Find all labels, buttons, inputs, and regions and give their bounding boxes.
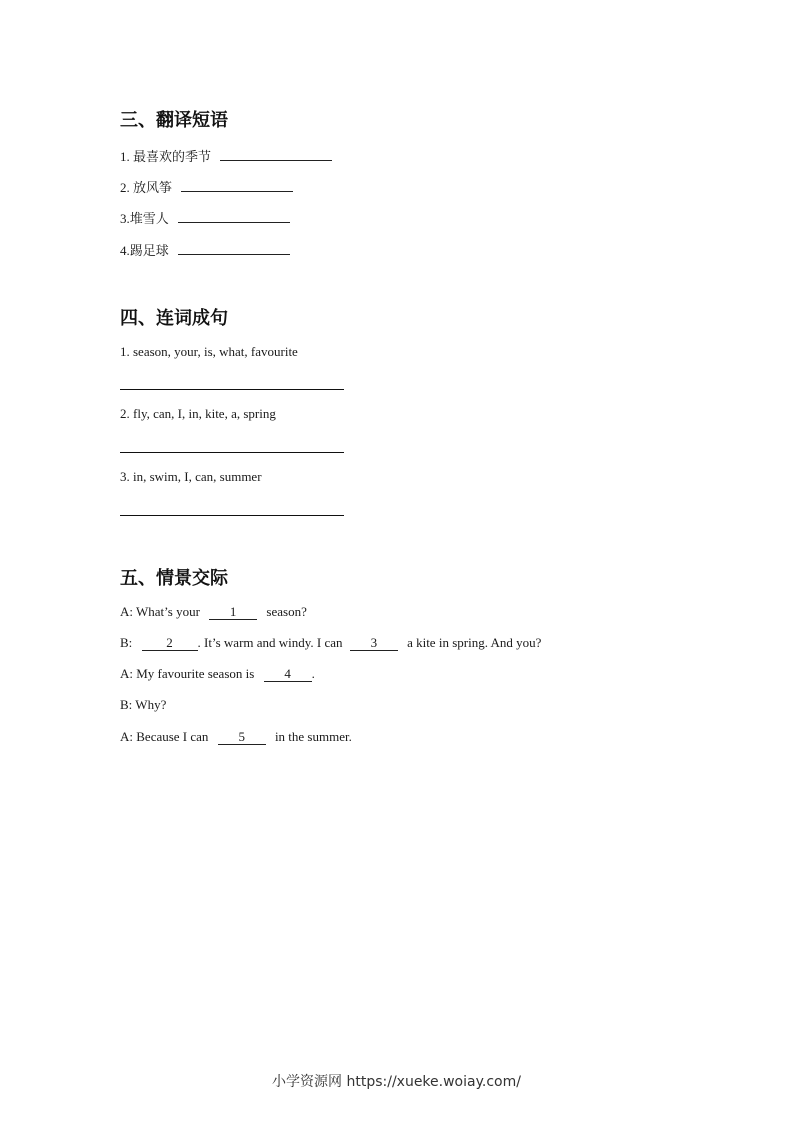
translate-item-2 [120, 177, 293, 196]
blank-5[interactable]: 5 [218, 730, 266, 745]
dialogue-text: season? [266, 604, 307, 619]
dialogue-text: B: Why? [120, 697, 167, 712]
blank-1[interactable]: 1 [209, 605, 257, 620]
answer-blank[interactable] [178, 222, 290, 223]
translate-item-text: 3.堆雪人 [120, 211, 169, 226]
answer-blank[interactable] [181, 191, 293, 192]
dialogue-text: B: [120, 635, 133, 650]
answer-blank[interactable] [220, 160, 332, 161]
answer-line[interactable] [120, 389, 344, 390]
dialogue-line-5 [120, 729, 352, 745]
reorder-item-3: 3. in, swim, I, can, summer [120, 469, 262, 484]
dialogue-text: in the summer. [274, 729, 352, 744]
dialogue-text: A: What’s your [120, 604, 200, 619]
translate-item-1 [120, 146, 332, 165]
reorder-item-2: 2. fly, can, I, in, kite, a, spring [120, 406, 276, 421]
footer-source: 小学资源网 https://xueke.woiay.com/ [272, 1074, 521, 1090]
section4-heading: 四、连词成句 [120, 308, 228, 329]
translate-item-text: 4.踢足球 [120, 243, 169, 258]
blank-2[interactable]: 2 [142, 636, 198, 651]
answer-blank[interactable] [178, 254, 290, 255]
translate-item-text: 2. 放风筝 [120, 180, 173, 195]
translate-item-4 [120, 240, 290, 259]
dialogue-line-4 [120, 697, 166, 713]
blank-3[interactable]: 3 [350, 636, 398, 651]
section5-heading: 五、情景交际 [120, 568, 228, 589]
answer-line[interactable] [120, 515, 344, 516]
section3-heading: 三、翻译短语 [120, 110, 228, 131]
dialogue-text: A: My favourite season is [120, 666, 255, 681]
dialogue-line-2 [120, 635, 541, 651]
dialogue-line-3 [120, 666, 315, 682]
dialogue-text: . It’s warm and windy. I can [197, 635, 343, 650]
dialogue-text: A: Because I can [120, 729, 209, 744]
reorder-item-1: 1. season, your, is, what, favourite [120, 344, 298, 359]
dialogue-text: a kite in spring. And you? [407, 635, 542, 650]
dialogue-line-1 [120, 604, 307, 620]
answer-line[interactable] [120, 452, 344, 453]
blank-4[interactable]: 4 [264, 667, 312, 682]
dialogue-text: . [311, 666, 315, 681]
translate-item-text: 1. 最喜欢的季节 [120, 149, 212, 164]
translate-item-3 [120, 208, 290, 227]
